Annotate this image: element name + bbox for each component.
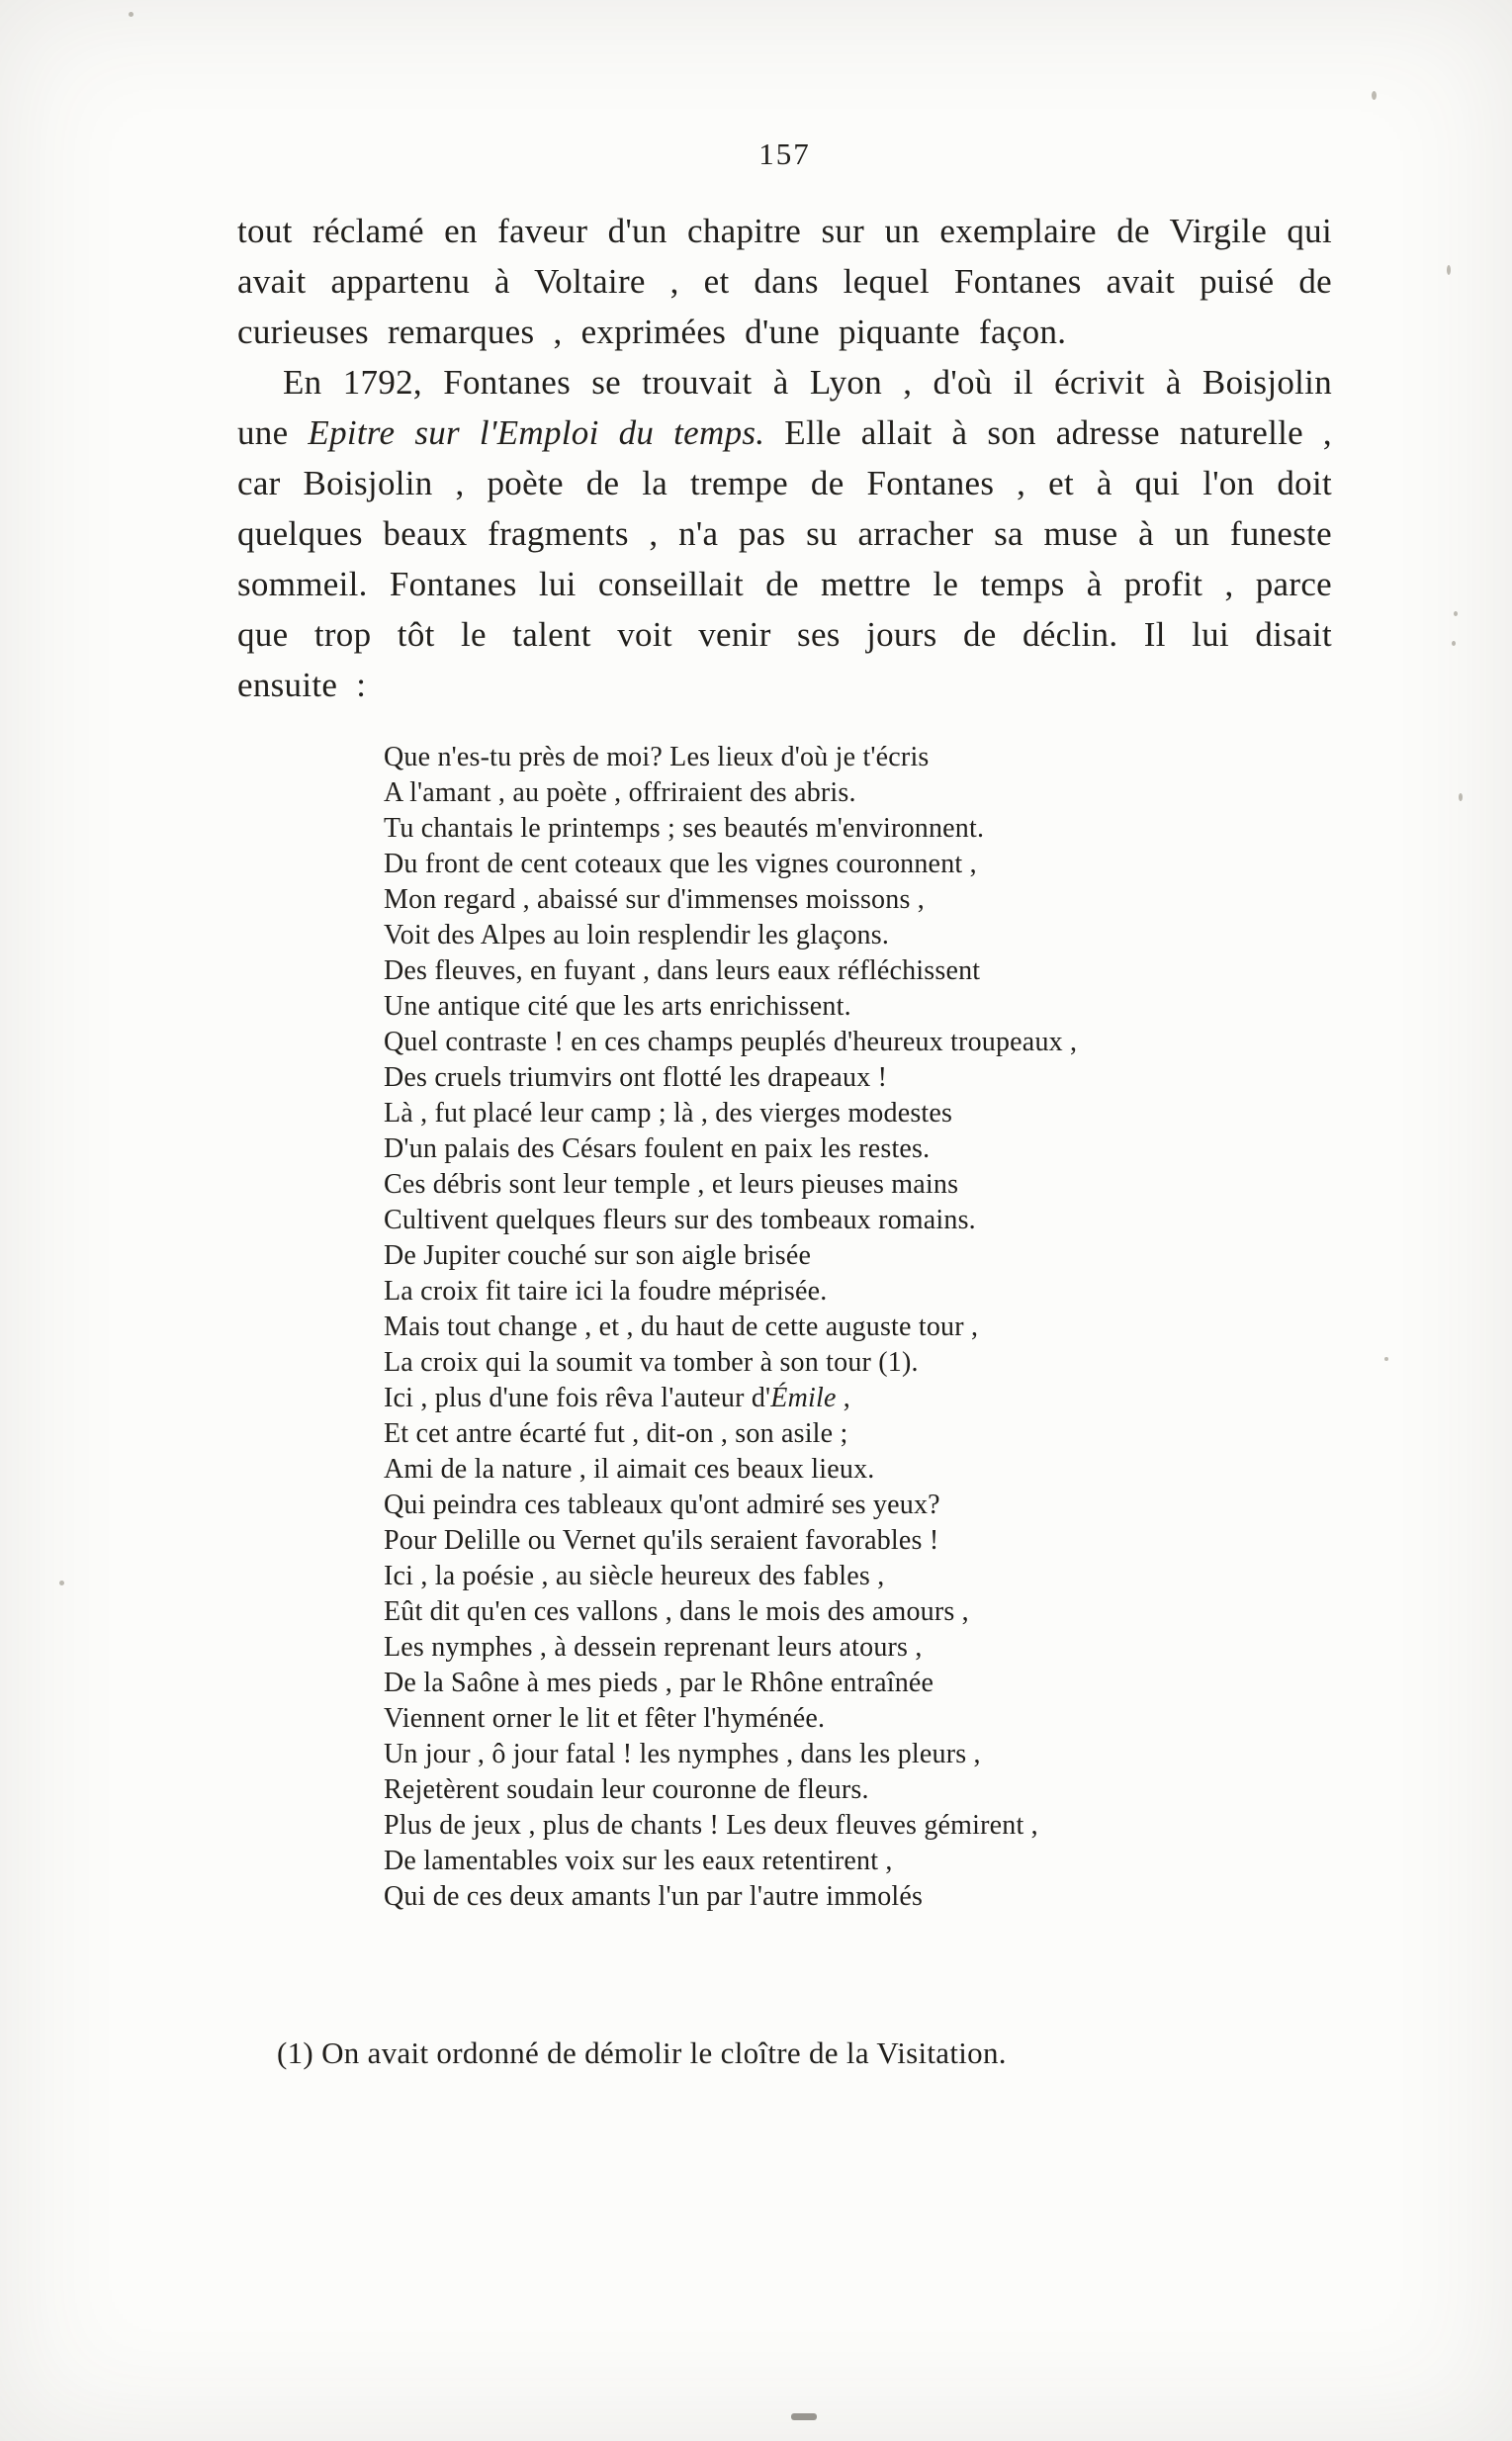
poem-line-14: Cultivent quelques fleurs sur des tombeaux romains. bbox=[384, 1205, 976, 1235]
scan-speck bbox=[1454, 611, 1458, 616]
paragraph-1: tout réclamé en faveur d'un chapitre sur un exemplaire de Virgile qui avait appartenu à Voltaire , et dans lequel Fontanes avait puisé de curieuses remarques , exprimées d'une piquante façon. bbox=[237, 212, 1332, 351]
poem-line-33: Qui de ces deux amants l'un par l'autre immolés bbox=[384, 1881, 924, 1912]
poem-line-28: Viennent orner le lit et fêter l'hyménée. bbox=[384, 1703, 826, 1734]
scan-speck bbox=[1447, 265, 1451, 275]
poem-line-25: Eût dit qu'en ces vallons , dans le mois des amours , bbox=[384, 1596, 969, 1627]
poem-line-32: De lamentables voix sur les eaux retentirent , bbox=[384, 1846, 893, 1876]
poem-line-22: Qui peindra ces tableaux qu'ont admiré ses yeux? bbox=[384, 1490, 940, 1520]
poem-line-7: Des fleuves, en fuyant , dans leurs eaux réfléchissent bbox=[384, 955, 981, 986]
scan-speck bbox=[59, 1581, 64, 1585]
poem-line-10: Des cruels triumvirs ont flotté les drapeaux ! bbox=[384, 1062, 888, 1093]
poem-line-24: Ici , la poésie , au siècle heureux des fables , bbox=[384, 1561, 885, 1591]
poem-line-19: Ici , plus d'une fois rêva l'auteur d'Émile , bbox=[384, 1383, 851, 1413]
scan-speck bbox=[1452, 641, 1456, 646]
footnote: (1) On avait ordonné de démolir le cloître de la Visitation. bbox=[277, 2035, 1007, 2070]
scan-speck bbox=[1459, 793, 1463, 801]
poem-line-8: Une antique cité que les arts enrichissent. bbox=[384, 991, 851, 1022]
poem-line-27: De la Saône à mes pieds , par le Rhône entraînée bbox=[384, 1668, 934, 1698]
poem-line-16: La croix fit taire ici la foudre méprisée. bbox=[384, 1276, 828, 1307]
poem-line-15: De Jupiter couché sur son aigle brisée bbox=[384, 1240, 812, 1271]
poem-line-6: Voit des Alpes au loin resplendir les glaçons. bbox=[384, 920, 890, 950]
paragraph-2: En 1792, Fontanes se trouvait à Lyon , d'où il écrivit à Boisjolin une Epitre sur l'Emploi du temps. Elle allait à son adresse naturelle , car Boisjolin , poète de la trempe de Fontanes , et à qui l'on doit quelques beaux fragments , n'a pas su arracher sa muse à un funeste sommeil. Fontanes lui conseillait de mettre le temps à profit , parce que trop tôt le talent voit venir ses jours de déclin. Il lui disait ensuite : bbox=[237, 363, 1332, 704]
scan-speck bbox=[1372, 91, 1377, 100]
poem-line-13: Ces débris sont leur temple , et leurs pieuses mains bbox=[384, 1169, 959, 1200]
poem-line-18: La croix qui la soumit va tomber à son tour (1). bbox=[384, 1347, 919, 1378]
poem-line-12: D'un palais des Césars foulent en paix les restes. bbox=[384, 1133, 931, 1164]
poem-line-11: Là , fut placé leur camp ; là , des vierges modestes bbox=[384, 1098, 953, 1129]
scan-speck bbox=[1384, 1357, 1388, 1361]
poem-line-17: Mais tout change , et , du haut de cette auguste tour , bbox=[384, 1311, 979, 1342]
poem-line-5: Mon regard , abaissé sur d'immenses moissons , bbox=[384, 884, 925, 915]
poem-block bbox=[384, 740, 1332, 1915]
poem-line-9: Quel contraste ! en ces champs peuplés d'heureux troupeaux , bbox=[384, 1027, 1078, 1057]
page-number: 157 bbox=[758, 136, 811, 171]
scan-speck bbox=[791, 2413, 817, 2420]
poem-line-31: Plus de jeux , plus de chants ! Les deux fleuves gémirent , bbox=[384, 1810, 1038, 1841]
poem-line-29: Un jour , ô jour fatal ! les nymphes , dans les pleurs , bbox=[384, 1739, 981, 1769]
poem-line-23: Pour Delille ou Vernet qu'ils seraient favorables ! bbox=[384, 1525, 939, 1556]
poem-line-20: Et cet antre écarté fut , dit-on , son asile ; bbox=[384, 1418, 848, 1449]
scan-speck bbox=[129, 12, 133, 17]
poem-line-30: Rejetèrent soudain leur couronne de fleurs. bbox=[384, 1774, 869, 1805]
poem-line-3: Tu chantais le printemps ; ses beautés m'environnent. bbox=[384, 813, 985, 844]
poem-line-21: Ami de la nature , il aimait ces beaux lieux. bbox=[384, 1454, 875, 1485]
poem-line-1: Que n'es-tu près de moi? Les lieux d'où je t'écris bbox=[384, 742, 930, 772]
body-text-block bbox=[237, 206, 1332, 710]
poem-line-2: A l'amant , au poète , offriraient des abris. bbox=[384, 777, 856, 808]
poem-line-4: Du front de cent coteaux que les vignes couronnent , bbox=[384, 849, 977, 879]
poem-line-26: Les nymphes , à dessein reprenant leurs atours , bbox=[384, 1632, 923, 1663]
